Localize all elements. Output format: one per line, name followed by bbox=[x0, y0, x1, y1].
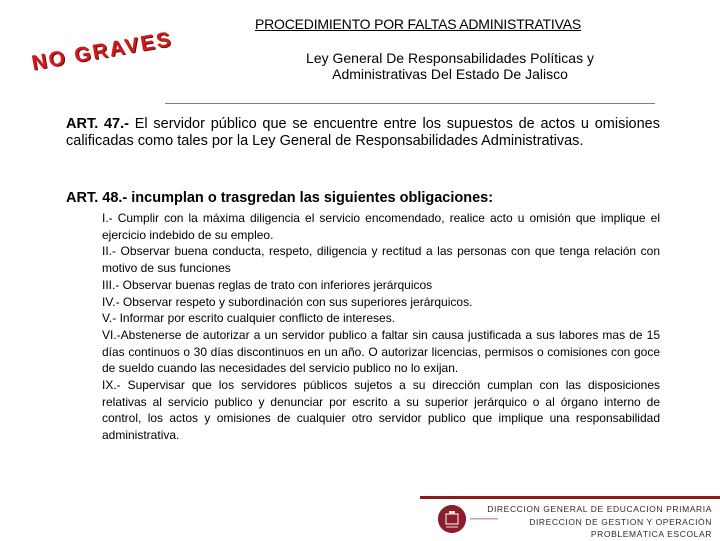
article-48-label: ART. 48.- bbox=[66, 190, 128, 206]
law-title-line-1: Ley General De Responsabilidades Políticas y bbox=[306, 50, 594, 66]
header-divider bbox=[165, 103, 655, 104]
obligation-item: V.- Informar por escrito cualquier conflicto de intereses. bbox=[102, 311, 396, 326]
footer-line-3: PROBLEMÁTICA ESCOLAR bbox=[590, 529, 712, 539]
law-title bbox=[250, 50, 650, 82]
obligation-item: VI.-Abstenerse de autorizar a un servidor publico a faltar sin causa justificada a sus labores mas de 15 días continuos o 30 días discontinuos en un año. O autorizar licencias, permisos o comisiones con goce de sueldo cuando las necesidades del servicio publico no lo exijan. bbox=[102, 327, 660, 376]
obligation-item: IX.- Supervisar que los servidores públicos sujetos a su dirección cumplan con las disposiciones relativas al servicio publico y denunciar por escrito a su superior jerárquico o al órgano interno de control, los actos y omisiones de cualquier otro servidor publico que implique una responsabilidad administrativa. bbox=[102, 378, 660, 443]
obligation-item: I.- Cumplir con la máxima diligencia el servicio encomendado, realice acto u omisión que implique el ejercicio indebido de su empleo. bbox=[102, 211, 660, 242]
article-47-text: El servidor público que se encuentre entre los supuestos de actos u omisiones calificadas como tales por la Ley General de Responsabilidades Administrativas. bbox=[66, 116, 660, 149]
footer-line-2: DIRECCION DE GESTION Y OPERACIÓN bbox=[529, 516, 712, 527]
no-graves-stamp: NO GRAVES bbox=[29, 27, 175, 76]
obligations-list bbox=[102, 210, 660, 444]
footer-line-1: DIRECCION GENERAL DE EDUCACION PRIMARIA bbox=[487, 504, 712, 514]
obligation-item: III.- Observar buenas reglas de trato con inferiores jerárquicos bbox=[102, 277, 433, 292]
article-47-label: ART. 47.- bbox=[66, 116, 129, 132]
article-48-heading bbox=[66, 190, 493, 207]
jalisco-logo-icon bbox=[438, 505, 466, 533]
footer-text bbox=[487, 503, 712, 541]
article-48-text: incumplan o trasgredan las siguientes obligaciones: bbox=[131, 190, 494, 206]
footer-accent-bar bbox=[420, 496, 720, 499]
article-47 bbox=[66, 116, 660, 150]
page-title: PROCEDIMIENTO POR FALTAS ADMINISTRATIVAS bbox=[255, 16, 581, 32]
obligation-item: II.- Observar buena conducta, respeto, diligencia y rectitud a las personas con que tenga relación con motivo de sus funciones bbox=[102, 244, 660, 276]
obligation-item: IV.- Observar respeto y subordinación con sus superiores jerárquicos. bbox=[102, 294, 473, 309]
law-title-line-2: Administrativas Del Estado De Jalisco bbox=[332, 66, 568, 82]
